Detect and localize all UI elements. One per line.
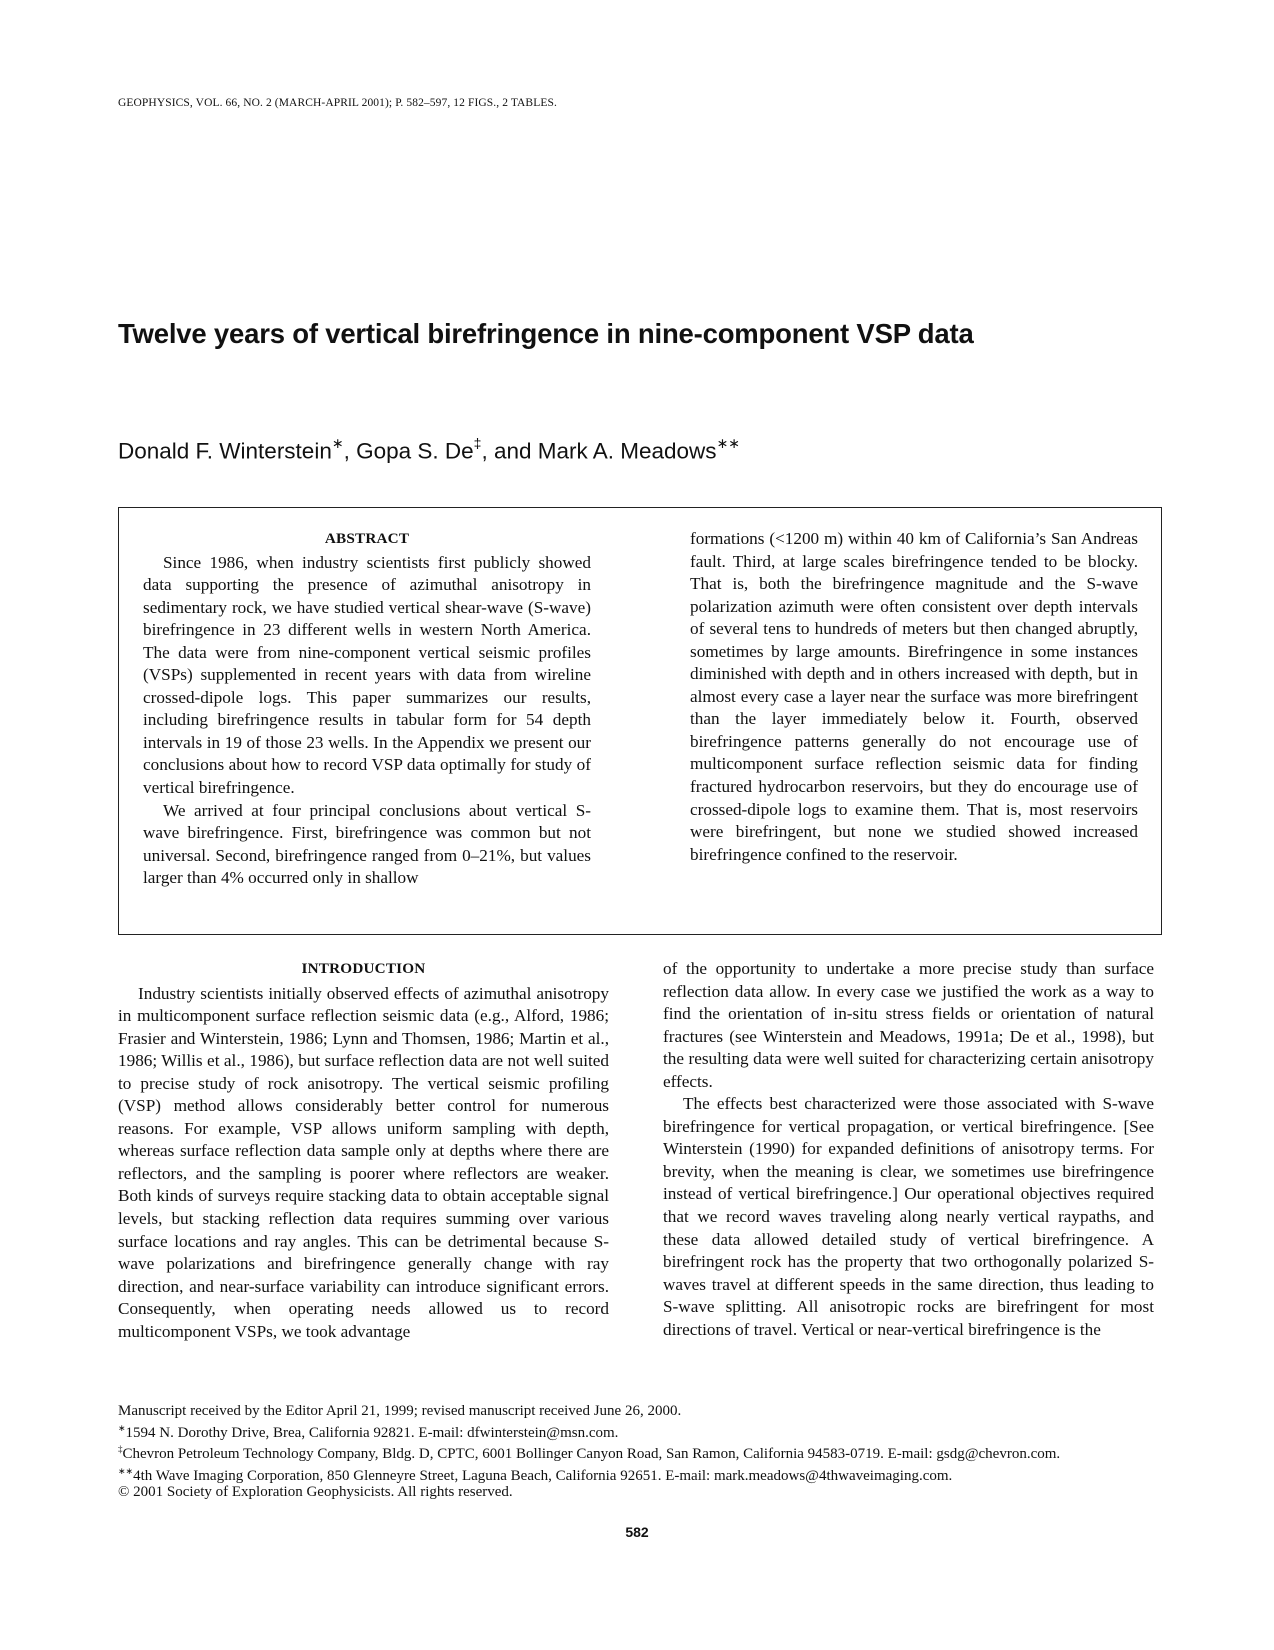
body-left-column bbox=[118, 958, 609, 1343]
running-header: GEOPHYSICS, VOL. 66, NO. 2 (MARCH-APRIL 2001); P. 582–597, 12 FIGS., 2 TABLES. bbox=[118, 97, 557, 109]
copyright-notice: © 2001 Society of Exploration Geophysicists. All rights reserved. bbox=[118, 1484, 513, 1501]
author-line bbox=[118, 437, 740, 465]
abstract-paragraph-1: Since 1986, when industry scientists first publicly showed data supporting the presence of azimuthal anisotropy in sedimentary rock, we have studied vertical shear-wave (S-wave) birefringence in 23 different wells in western North America. The data were from nine-component vertical seismic profiles (VSPs) supplemented in recent years with data from wireline crossed-dipole logs. This paper summarizes our results, including birefringence results in tabular form for 54 depth intervals in 19 of those 23 wells. In the Appendix we present our conclusions about how to record VSP data optimally for study of vertical birefringence. bbox=[143, 552, 591, 798]
abstract-paragraph-2: We arrived at four principal conclusions about vertical S-wave birefringence. First, birefringence was common but not universal. Second, birefringence ranged from 0–21%, but values larger than 4% occurred only in shallow bbox=[143, 800, 591, 888]
footnote-author-3 bbox=[118, 1463, 1162, 1485]
footnote-author-2 bbox=[118, 1441, 1162, 1463]
footnote-2-mark: ‡ bbox=[118, 1444, 123, 1455]
paper-title: Twelve years of vertical birefringence in nine-component VSP data bbox=[118, 318, 974, 349]
manuscript-received-note: Manuscript received by the Editor April 21, 1999; revised manuscript received June 26, 2000. bbox=[118, 1403, 682, 1419]
author-3: , and Mark A. Meadows bbox=[481, 438, 717, 464]
abstract-left-column bbox=[143, 528, 591, 890]
footnote-author-1 bbox=[118, 1420, 1162, 1442]
footnote-3-text: 4th Wave Imaging Corporation, 850 Glenneyre Street, Laguna Beach, California 92651. E-mail: mark.meadows@4thwaveimaging.com. bbox=[133, 1467, 953, 1484]
page-number: 582 bbox=[625, 1524, 649, 1540]
abstract-box bbox=[118, 507, 1162, 935]
author-2-mark: ‡ bbox=[473, 435, 482, 451]
introduction-paragraph-1: Industry scientists initially observed effects of azimuthal anisotropy in multicomponent surface reflection seismic data (e.g., Alford, 1986; Frasier and Winterstein, 1986; Lynn and Thomsen, 1986; Martin et al., 1986; Willis et al., 1986), but surface reflection data are not well suited to precise study of rock anisotropy. The vertical seismic profiling (VSP) method allows considerably better control for numerous reasons. For example, VSP allows uniform sampling with depth, whereas surface reflection data sample only at depths where there are reflectors, and the sampling is poorer where reflectors are weaker. Both kinds of surveys require stacking data to obtain acceptable signal levels, but stacking reflection data requires summing over various surface locations and ray angles. This can be detrimental because S-wave polarizations and birefringence generally change with ray direction, and near-surface variability can introduce significant errors. Consequently, when operating needs allowed us to record multicomponent VSPs, we took advantage bbox=[118, 983, 609, 1341]
introduction-paragraph-2: The effects best characterized were those associated with S-wave birefringence for vertical propagation, or vertical birefringence. [See Winterstein (1990) for expanded definitions of anisotropy terms. For brevity, when the meaning is clear, we sometimes use birefringence instead of vertical birefringence.] Our operational objectives required that we record waves traveling along nearly vertical raypaths, and these data allowed detailed study of vertical birefringence. A birefringent rock has the property that two orthogonally polarized S-waves travel at different speeds in the same direction, thus leading to S-wave splitting. All anisotropic rocks are birefringent for most directions of travel. Vertical or near-vertical birefringence is the bbox=[663, 1094, 1154, 1339]
abstract-heading: ABSTRACT bbox=[324, 530, 410, 547]
author-3-mark: ∗∗ bbox=[716, 435, 741, 451]
author-1: Donald F. Winterstein bbox=[118, 438, 332, 464]
footnote-3-mark: ∗∗ bbox=[118, 1465, 134, 1476]
introduction-heading: INTRODUCTION bbox=[301, 960, 426, 977]
footnote-1-text: 1594 N. Dorothy Drive, Brea, California 92821. E-mail: dfwinterstein@msn.com. bbox=[125, 1424, 619, 1441]
body-right-column bbox=[663, 958, 1154, 1341]
author-2: , Gopa S. De bbox=[343, 438, 474, 464]
footnotes bbox=[118, 1403, 1162, 1501]
footnote-2-text: Chevron Petroleum Technology Company, Bldg. D, CPTC, 6001 Bollinger Canyon Road, San Ramon, California 94583-0719. E-mail: gsdg@chevron.com. bbox=[122, 1446, 1061, 1463]
abstract-right-column bbox=[690, 528, 1138, 866]
introduction-paragraph-1-continued: of the opportunity to undertake a more precise study than surface reflection data allow. In every case we justified the work as a way to find the orientation of in-situ stress fields or orientation of natural fractures (see Winterstein and Meadows, 1991a; De et al., 1998), but the resulting data were well suited for characterizing certain anisotropy effects. bbox=[663, 959, 1154, 1091]
author-1-mark: ∗ bbox=[331, 435, 344, 451]
footnote-1-mark: ∗ bbox=[118, 1422, 126, 1433]
abstract-paragraph-2-continued: formations (<1200 m) within 40 km of California’s San Andreas fault. Third, at large scales birefringence tended to be blocky. That is, both the birefringence magnitude and the S-wave polarization azimuth were often consistent over depth intervals of several tens to hundreds of meters but then changed abruptly, sometimes by large amounts. Birefringence in some instances diminished with depth and in others increased with depth, but in almost every case a layer near the surface was more birefringent than the layer immediately below it. Fourth, observed birefringence patterns generally do not encourage use of multicomponent surface reflection seismic data for finding fractured hydrocarbon reservoirs, but they do encourage use of crossed-dipole logs to examine them. That is, most reservoirs were birefringent, but none we studied showed increased birefringence confined to the reservoir. bbox=[690, 529, 1138, 864]
